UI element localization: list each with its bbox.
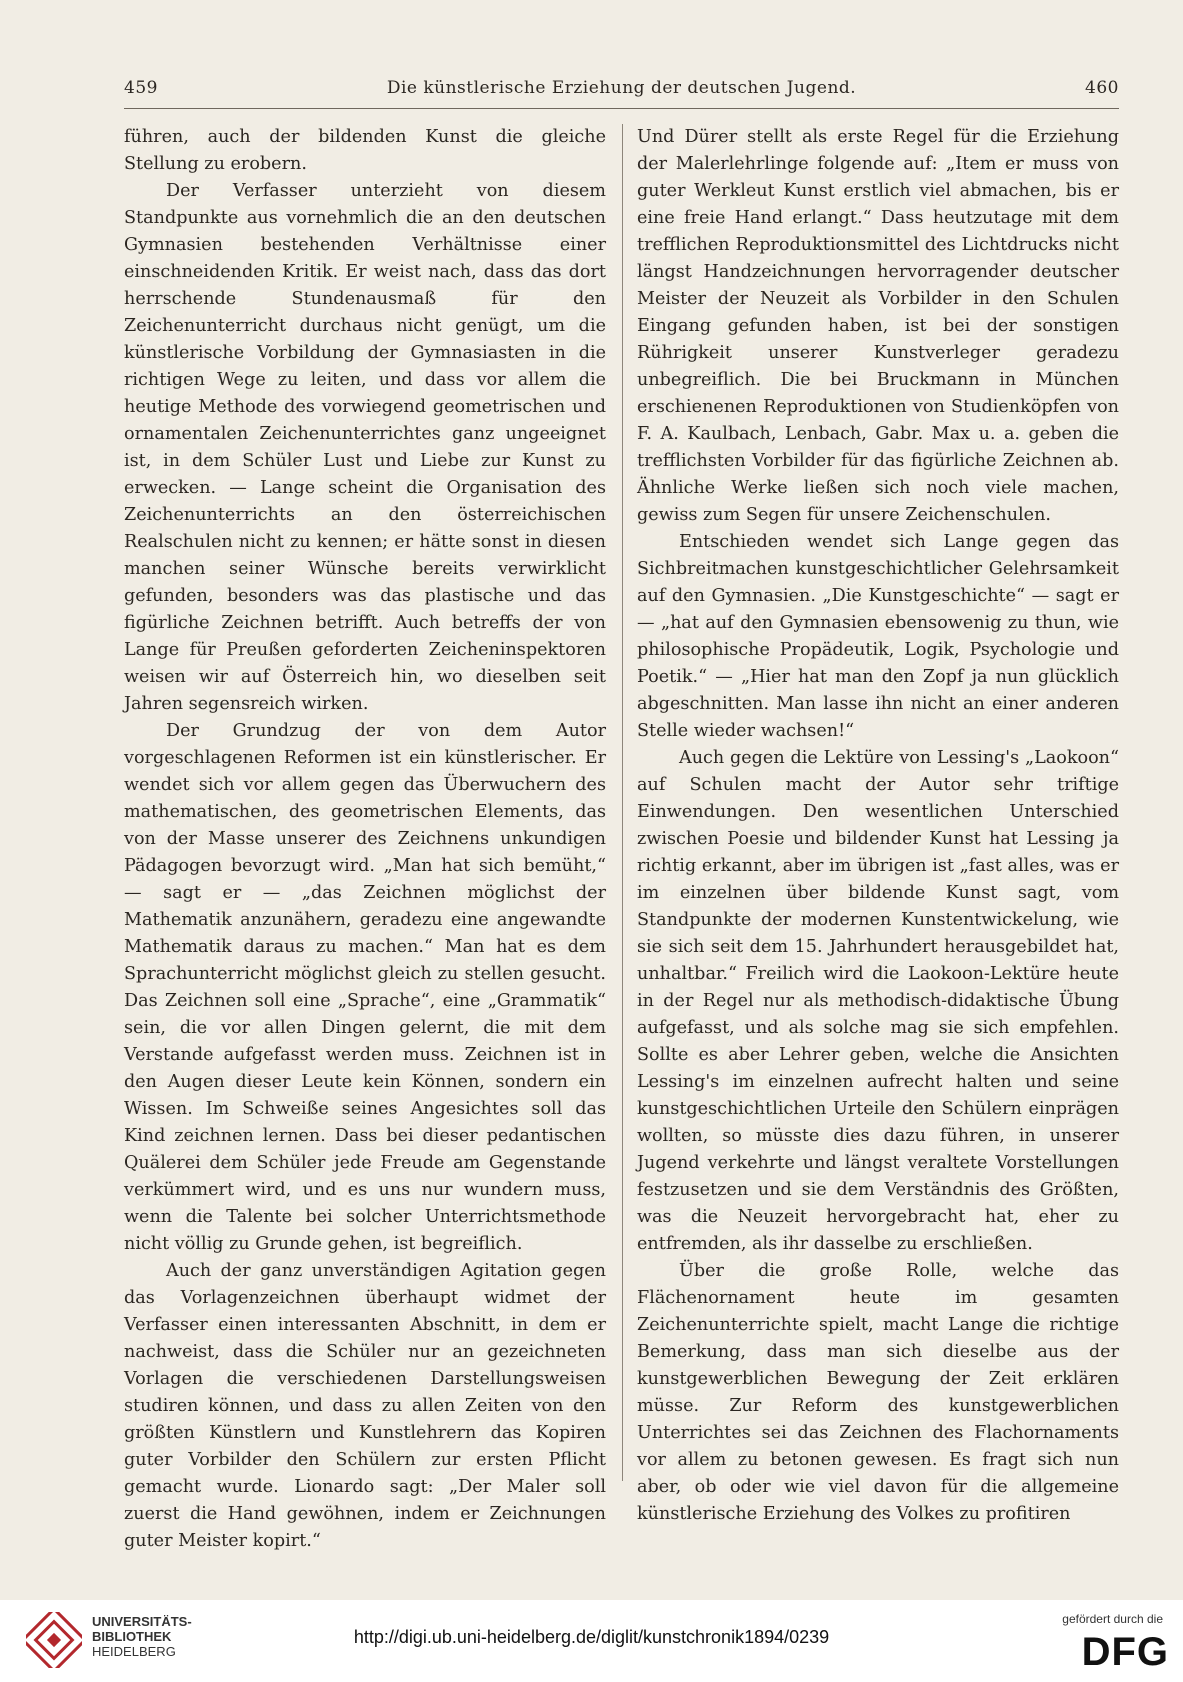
source-url-link[interactable]: http://digi.ub.uni-heidelberg.de/diglit/kunstchronik1894/0239 bbox=[353, 1627, 830, 1647]
left-column bbox=[124, 124, 606, 1555]
institution-line: HEIDELBERG bbox=[92, 1644, 176, 1659]
paragraph: Der Grundzug der von dem Autor vorgeschlagenen Reformen ist ein künstlerischer. Er wendet sich vor allem gegen das Überwuchern des mathematischen, des geometrischen Elements, das von der Masse unserer des Zeichnens unkundigen Pädagogen bevorzugt wird. „Man hat sich bemüht,“ — sagt er — „das Zeichnen möglichst der Mathematik anzunähern, geradezu eine angewandte Mathematik daraus zu machen.“ Man hat es dem Sprachunterricht möglichst gleich zu stellen gesucht. Das Zeichnen soll eine „Sprache“, eine „Grammatik“ sein, die vor allen Dingen gelernt, die mit dem Verstande aufgefasst werden muss. Zeichnen ist in den Augen dieser Leute kein Können, sondern ein Wissen. Im Schweiße seines Angesichtes soll das Kind zeichnen lernen. Dass bei dieser pedantischen Quälerei dem Schüler jede Freude am Gegenstande verkümmert wird, und es uns nur wundern muss, wenn die Talente bei solcher Unterrichtsmethode nicht völlig zu Grunde gehen, ist begreiflich. bbox=[124, 721, 606, 1254]
institution-line: UNIVERSITÄTS- bbox=[92, 1614, 192, 1629]
dfg-logo: DFG bbox=[1081, 1630, 1169, 1674]
column-divider bbox=[622, 124, 623, 1481]
paragraph: Und Dürer stellt als erste Regel für die Erziehung der Malerlehrlinge folgende auf: „Item er muss von guter Werkleut Kunst erstlich viel abmachen, bis er eine freie Hand erlangt.“ Dass heutzutage mit dem trefflichen Reproduktionsmittel des Lichtdrucks nicht längst Handzeichnungen hervorragender deutscher Meister der Neuzeit als Vorbilder in den Schulen Eingang gefunden haben, ist bei der sonstigen Rührigkeit unserer Kunstverleger geradezu unbegreiflich. Die bei Bruckmann in München erschienenen Reproduktionen von Studienköpfen von F. A. Kaulbach, Lenbach, Gabr. Max u. a. geben die trefflichsten Vorbilder für das figürliche Zeichnen ab. Ähnliche Werke ließen sich noch viele machen, gewiss zum Segen für unsere Zeichenschulen. bbox=[637, 127, 1119, 525]
paragraph: Auch gegen die Lektüre von Lessing's „Laokoon“ auf Schulen macht der Autor sehr triftige Einwendungen. Den wesentlichen Unterschied zwischen Poesie und bildender Kunst hat Lessing ja richtig erkannt, aber im übrigen ist „fast alles, was er im einzelnen über bildende Kunst sagt, vom Standpunkte der modernen Kunstentwickelung, wie sie sich seit dem 15. Jahrhundert herausgebildet hat, unhaltbar.“ Freilich wird die Laokoon-Lektüre heute in der Regel nur als methodisch-didaktische Übung aufgefasst, und als solche mag sie sich empfehlen. Sollte es aber Lehrer geben, welche die Ansichten Lessing's im einzelnen aufrecht halten und seine kunstgeschichtlichen Urteile den Schülern einprägen wollten, so müsste dies dazu führen, in unserer Jugend verkehrte und längst veraltete Vorstellungen festzusetzen und sie dem Verständnis des Größten, was die Neuzeit hervorgebracht hat, eher zu entfremden, als ihr dasselbe zu erschließen. bbox=[637, 748, 1119, 1254]
paragraph: Über die große Rolle, welche das Flächenornament heute im gesamten Zeichenunterrichte spielt, macht Lange die richtige Bemerkung, dass man sich dieselbe aus der kunstgewerblichen Bewegung der Zeit erklären müsse. Zur Reform des kunstgewerblichen Unterrichtes sei das Zeichnen des Flachornaments vor allem zu betonen gewesen. Es fragt sich nun aber, ob oder wie viel davon für die allgemeine künstlerische Erziehung des Volkes zu profitiren bbox=[637, 1261, 1119, 1524]
paragraph: Der Verfasser unterzieht von diesem Standpunkte aus vornehmlich die an den deutschen Gymnasien bestehenden Verhältnisse einer einschneidenden Kritik. Er weist nach, dass das dort herrschende Stundenausmaß für den Zeichenunterricht durchaus nicht genügt, um die künstlerische Vorbildung der Gymnasiasten in die richtigen Wege zu leiten, und dass vor allem die heutige Methode des vorwiegend geometrischen und ornamentalen Zeichenunterrichtes ganz ungeeignet ist, in dem Schüler Lust und Liebe zur Kunst zu erwecken. — Lange scheint die Organisation des Zeichenunterrichts an den österreichischen Realschulen nicht zu kennen; er hätte sonst in diesen manchen seiner Wünsche bereits verwirklicht gefunden, besonders was das plastische und das figürliche Zeichnen betrifft. Auch betreffs der von Lange für Preußen geforderten Zeicheninspektoren weisen wir auf Österreich hin, wo dieselben seit Jahren segensreich wirken. bbox=[124, 181, 606, 714]
paragraph: Auch der ganz unverständigen Agitation gegen das Vorlagenzeichnen überhaupt widmet der Verfasser einen interessanten Abschnitt, in dem er nachweist, dass die Schüler nur an gezeichneten Vorlagen die verschiedenen Darstellungsweisen studiren können, und dass zu allen Zeiten von den größten Künstlern und Kunstlehrern das Kopiren guter Vorbilder den Schülern zur ersten Pflicht gemacht wurde. Lionardo sagt: „Der Maler soll zuerst die Hand gewöhnen, indem er Zeichnungen guter Meister kopirt.“ bbox=[124, 1261, 606, 1551]
header-rule bbox=[124, 108, 1119, 109]
paragraph: Entschieden wendet sich Lange gegen das Sichbreitmachen kunstgeschichtlicher Gelehrsamkeit auf den Gymnasien. „Die Kunstgeschichte“ — sagt er — „hat auf den Gymnasien ebensowenig zu thun, wie philosophische Propädeutik, Logik, Psychologie und Poetik.“ — „Hier hat man den Zopf ja nun glücklich abgeschnitten. Man lasse ihn nicht an einer anderen Stelle wieder wachsen!“ bbox=[637, 532, 1119, 741]
running-header bbox=[124, 74, 1119, 104]
right-column bbox=[637, 124, 1119, 1528]
digitization-footer bbox=[0, 1600, 1183, 1682]
running-title: Die künstlerische Erziehung der deutschen Jugend. bbox=[386, 78, 857, 98]
paragraph: führen, auch der bildenden Kunst die gleiche Stellung zu erobern. bbox=[124, 127, 606, 174]
page-number-left: 459 bbox=[124, 78, 158, 98]
funding-label: gefördert durch die bbox=[1062, 1612, 1163, 1626]
page-number-right: 460 bbox=[1085, 78, 1119, 98]
institution-line: BIBLIOTHEK bbox=[92, 1629, 172, 1644]
